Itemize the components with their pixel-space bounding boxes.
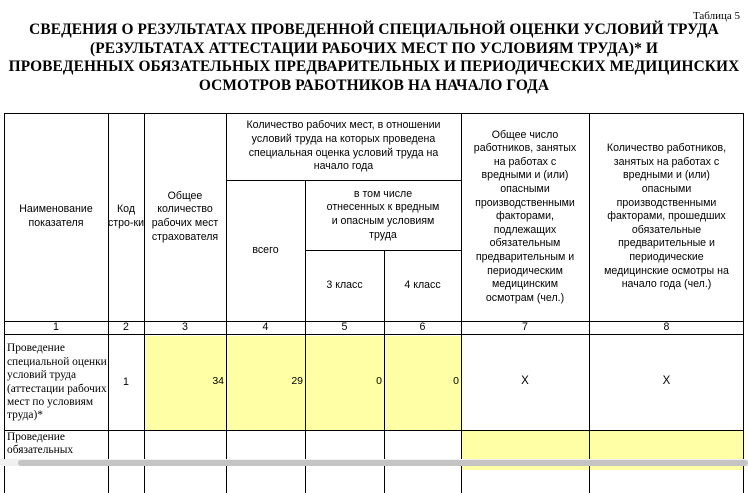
- title-line-3: ПРОВЕДЕННЫХ ОБЯЗАТЕЛЬНЫХ ПРЕДВАРИТЕЛЬНЫХ И ПЕРИОДИЧЕСКИХ МЕДИЦИНСКИХ: [8, 58, 740, 75]
- header-workers: Общее число работников, занятых на работах с вредными и (или) опасными производственными факторами, подлежащих обязательным предварительным и периодическим медицинским осмотрам (чел.): [473, 128, 577, 304]
- col-number-3: 3: [182, 320, 188, 333]
- header-examined: Количество работников, занятых на работах с вредными и (или) опасными производственными факторами, прошедших обязательные предварительные и периодические медицинские осмотры на начало года (чел.): [604, 142, 729, 291]
- scrollbar-thumb[interactable]: [18, 460, 748, 466]
- col-number-7: 7: [522, 320, 528, 333]
- row1-examined: X: [662, 375, 671, 388]
- header-class-4: 4 класс: [404, 278, 441, 291]
- title-line-2: (РЕЗУЛЬТАТАХ АТТЕСТАЦИИ РАБОЧИХ МЕСТ ПО УСЛОВИЯМ ТРУДА)* И: [90, 39, 658, 57]
- header-name: Наименование показателя: [19, 203, 93, 229]
- col-number-1: 1: [53, 320, 59, 333]
- title-line-1: СВЕДЕНИЯ О РЕЗУЛЬТАТАХ ПРОВЕДЕННОЙ СПЕЦИАЛЬНОЙ ОЦЕНКИ УСЛОВИЙ ТРУДА: [29, 21, 719, 38]
- col-number-8: 8: [663, 320, 670, 333]
- document-title: [0, 21, 748, 95]
- header-total-places: Общее количество рабочих мест страхователя: [151, 189, 219, 243]
- col-number-6: 6: [419, 320, 426, 333]
- row2-label: Проведение обязательных: [7, 431, 74, 457]
- header-code: Код стро-ки: [108, 203, 145, 229]
- row1-class-3[interactable]: 0: [376, 375, 382, 387]
- header-including: в том числе отнесенных к вредным и опасным условиям труда: [326, 187, 440, 241]
- row1-total[interactable]: 34: [212, 375, 224, 387]
- row1-code: 1: [123, 375, 129, 388]
- row1-class-4[interactable]: 0: [453, 375, 459, 387]
- row1-workers: X: [521, 375, 529, 388]
- header-class-3: 3 класс: [326, 278, 363, 291]
- col-number-5: 5: [341, 320, 348, 333]
- title-line-4: ОСМОТРОВ РАБОТНИКОВ НА НАЧАЛО ГОДА: [198, 76, 550, 94]
- table-number-label: Таблица 5: [692, 10, 740, 22]
- header-assessed-places: Количество рабочих мест, в отношении условий труда на которых проведена специальная оценка условий труда на начало года: [246, 119, 441, 173]
- row1-label: Проведение специальной оценки условий труда (аттестации рабочих мест по условиям труда)*: [7, 342, 107, 422]
- row1-all[interactable]: 29: [291, 375, 303, 387]
- col-number-2: 2: [123, 320, 129, 333]
- header-all: всего: [252, 243, 279, 256]
- data-table: [4, 113, 744, 493]
- col-number-4: 4: [262, 320, 269, 333]
